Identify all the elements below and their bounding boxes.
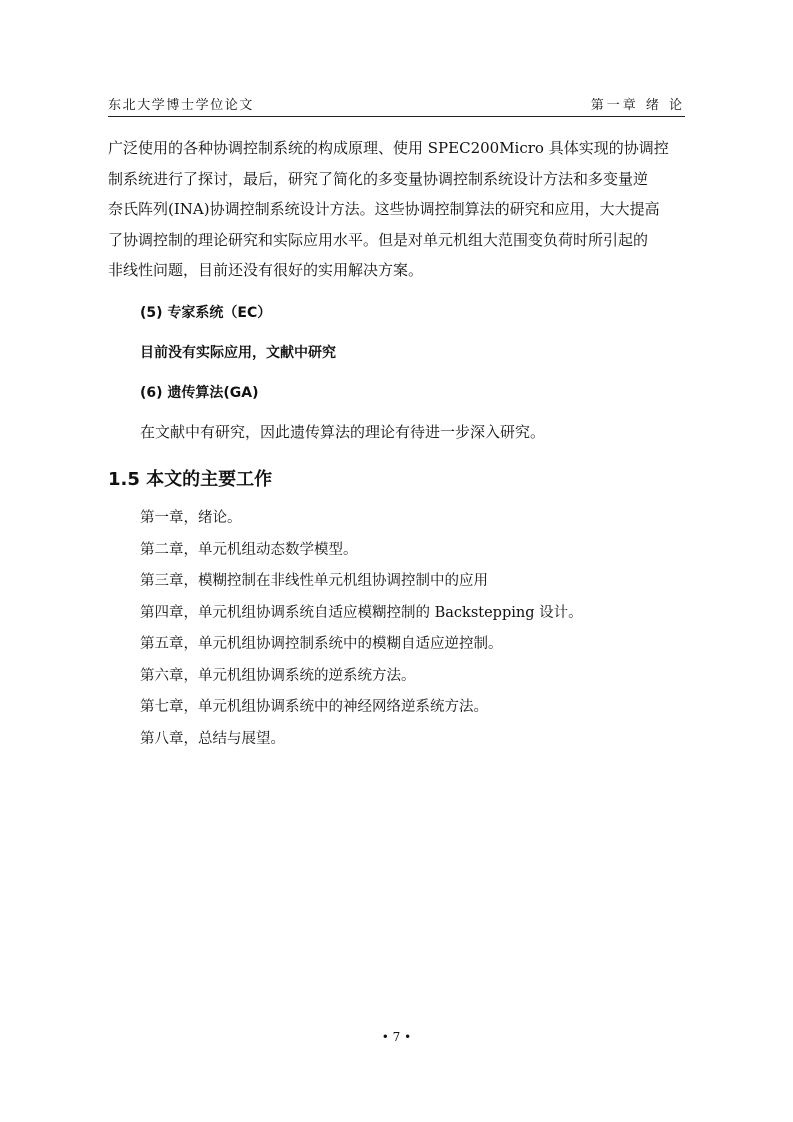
chapter-item: 第三章，模糊控制在非线性单元机组协调控制中的应用 [140,573,488,589]
header-chapter-title: 第一章 绪 论 [590,98,685,113]
page-body [108,133,688,755]
chapter-item: 第七章，单元机组协调系统中的神经网络逆系统方法。 [140,699,488,715]
paragraph-line: 奈氏阵列(INA)协调控制系统设计方法。这些协调控制算法的研究和应用，大大提高 [108,200,660,218]
item-6-text: 在文献中有研究，因此遗传算法的理论有待进一步深入研究。 [140,422,546,441]
paragraph-line: 非线性问题，目前还没有很好的实用解决方案。 [108,261,424,279]
item-6-heading: (6) 遗传算法(GA) [140,384,259,401]
chapter-list [108,503,688,755]
paragraph-line: 了协调控制的理论研究和实际应用水平。但是对单元机组大范围变负荷时所引起的 [108,230,649,249]
chapter-item: 第五章，单元机组协调控制系统中的模糊自适应逆控制。 [140,636,503,652]
paragraph-line: 广泛使用的各种协调控制系统的构成原理、使用 SPEC200Micro 具体实现的协调控 [108,139,669,157]
chapter-item: 第八章，总结与展望。 [140,730,285,747]
item-5-heading: (5) 专家系统（EC） [140,304,272,321]
intro-paragraph [108,133,688,286]
section-heading: 1.5 本文的主要工作 [108,469,273,490]
chapter-item: 第一章，绪论。 [140,510,242,526]
chapter-item: 第二章，单元机组动态数学模型。 [140,541,358,558]
header-thesis-title: 东北大学博士学位论文 [108,98,255,113]
item-5-text: 目前没有实际应用，文献中研究 [140,344,336,361]
paragraph-line: 制系统进行了探讨，最后，研究了简化的多变量协调控制系统设计方法和多变量逆 [108,169,649,188]
chapter-item: 第四章，单元机组协调系统自适应模糊控制的 Backstepping 设计。 [140,604,583,621]
chapter-item: 第六章，单元机组协调系统的逆系统方法。 [140,667,416,684]
page-header [108,92,685,117]
page-number: • 7 • [381,1030,412,1044]
